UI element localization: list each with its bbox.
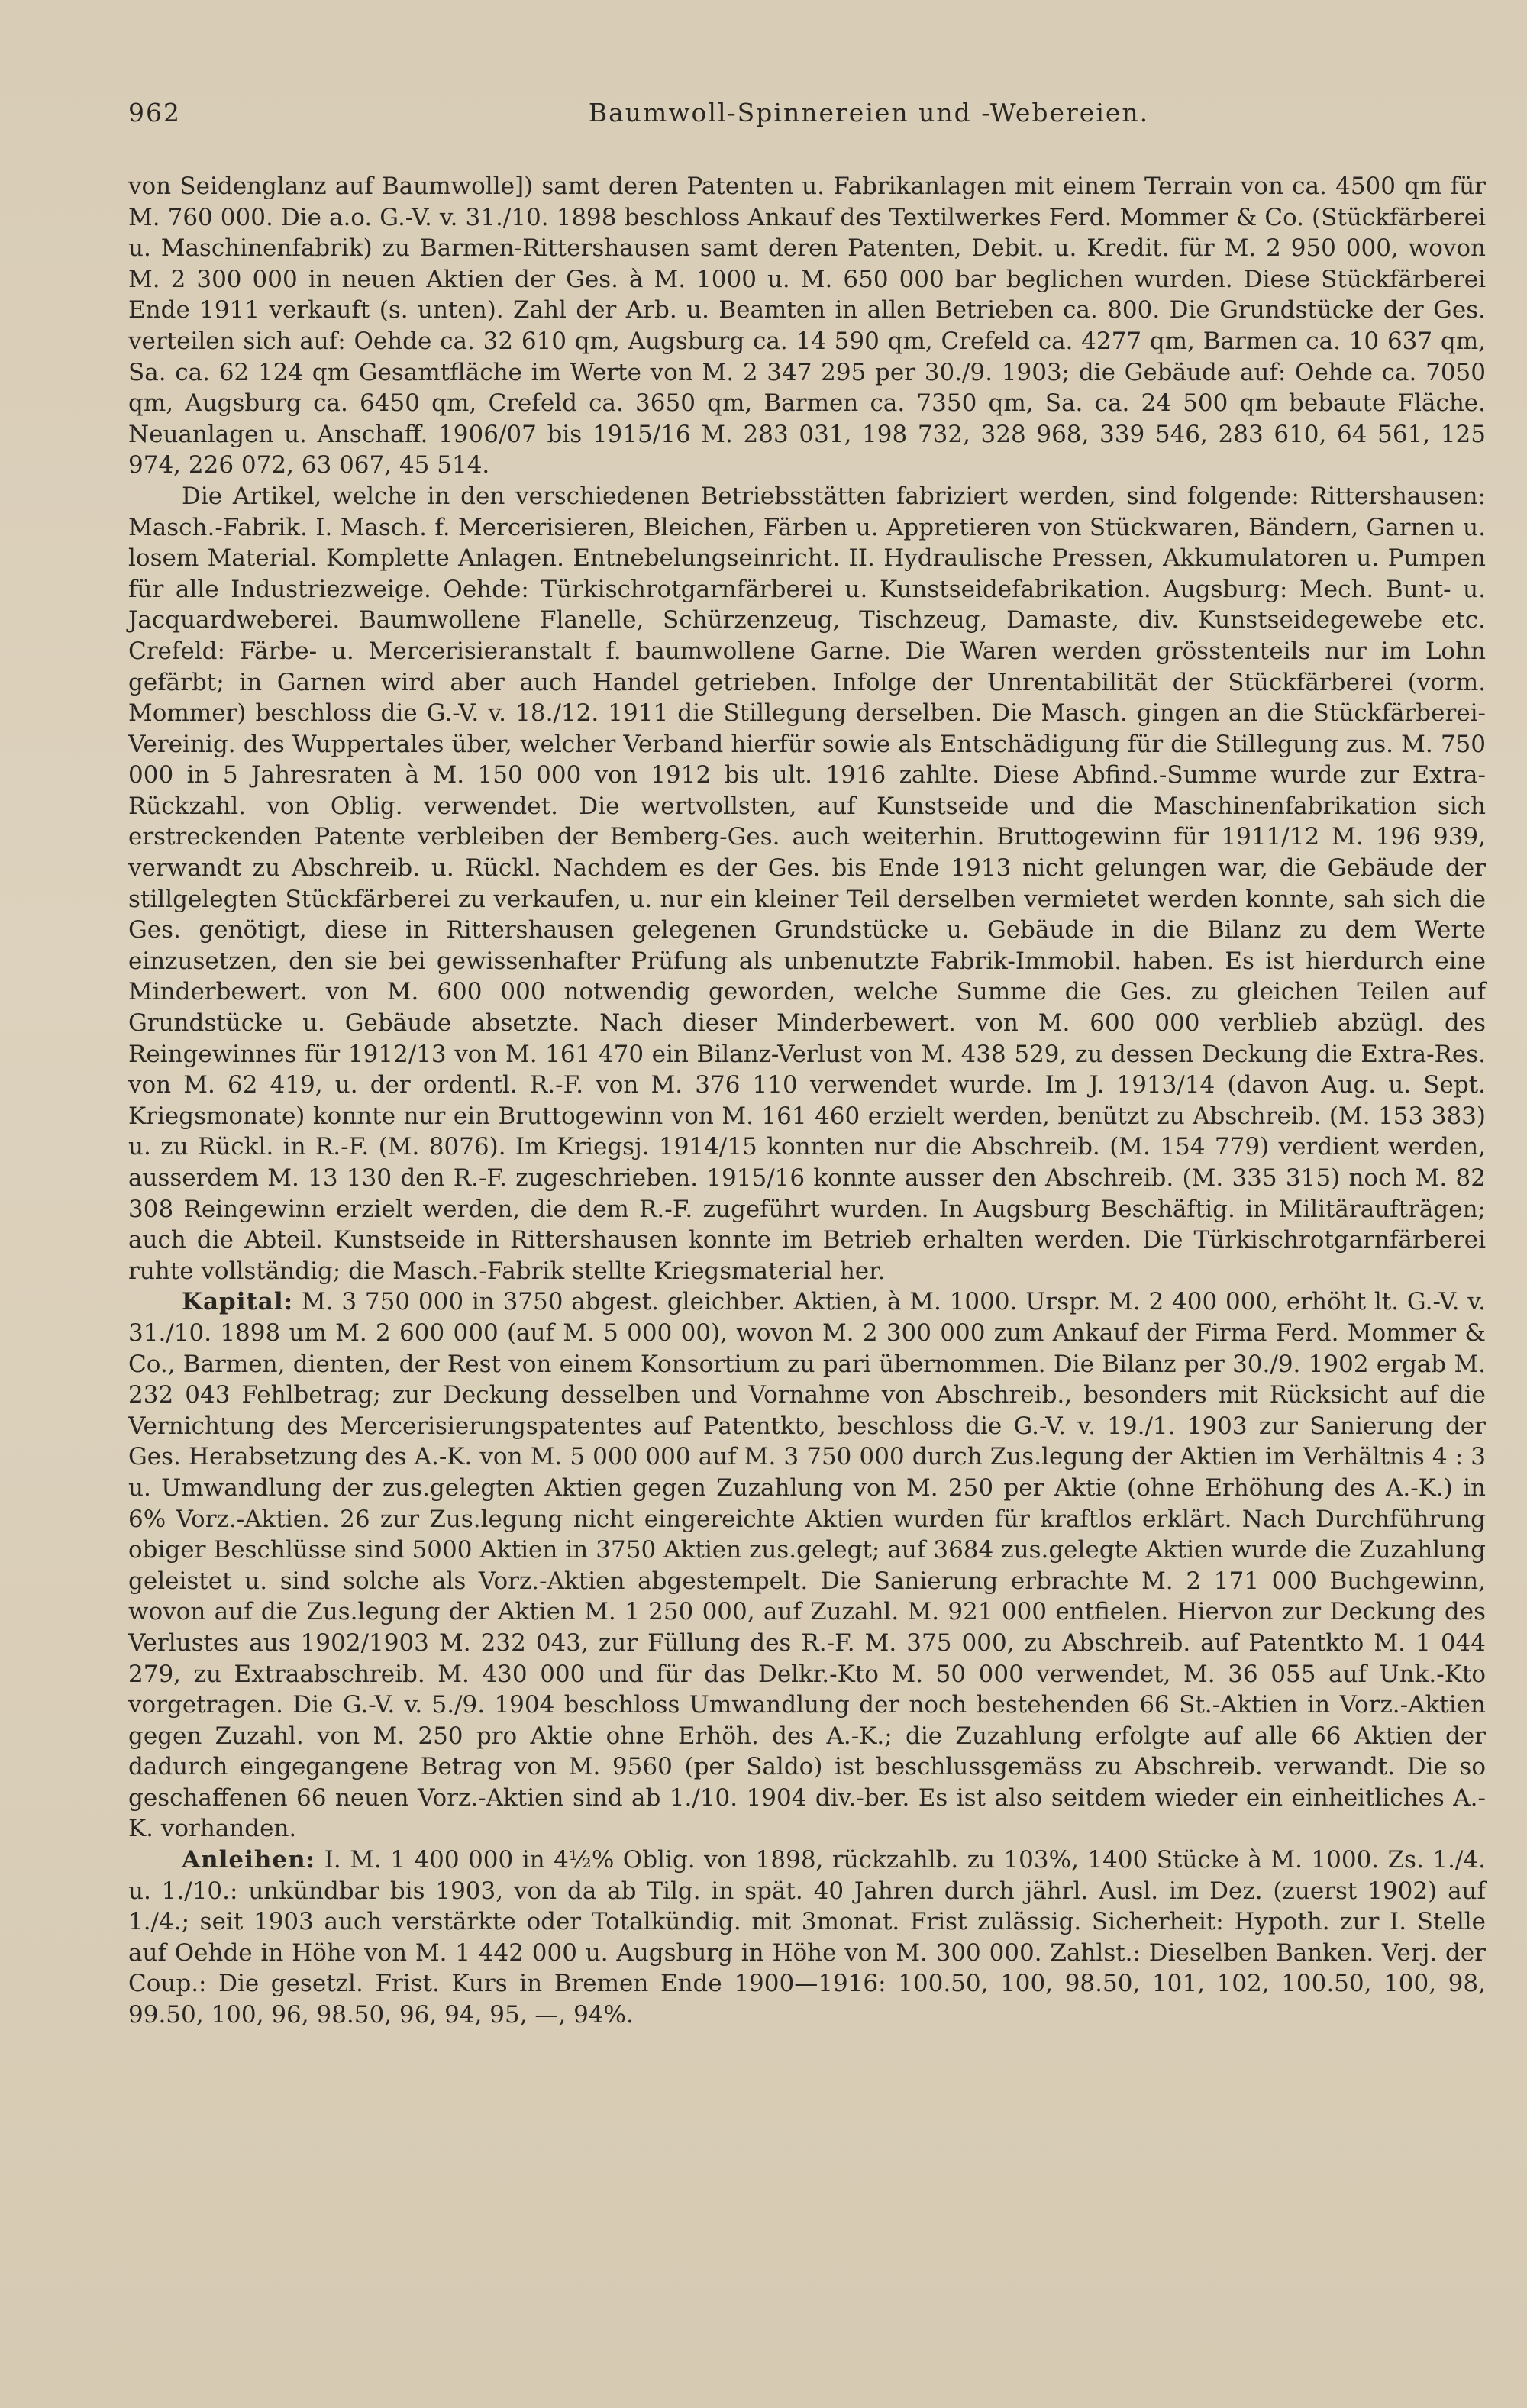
paragraph-anleihen [128,1845,1486,2031]
running-title: Baumwoll-Spinnereien und -Webereien. [588,98,1150,128]
section-label-kapital: Kapital: [182,1288,294,1316]
paragraph-articles [128,481,1486,1286]
page-number: 962 [128,98,181,128]
paragraph-text: M. 3 750 000 in 3750 abgest. gleichber. Aktien, à M. 1000. Urspr. M. 2 400 000, erhöht lt. G.-V. v. 31./10. 1898 um M. 2 600 000 (auf M. 5 000 00), wovon M. 2 300 000 zum Ankauf der Firma Ferd. Mommer & Co., Barmen, dienten, der Rest von einem Konsortium zu pari übernommen. Die Bilanz per 30./9. 1902 ergab M. 232 043 Fehlbetrag; zur Deckung desselben und Vornahme von Abschreib., besonders mit Rücksicht auf die Vernichtung des Mercerisierungspatentes auf Patentkto, beschloss die G.-V. v. 19./1. 1903 zur Sanierung der Ges. Herabsetzung des A.-K. von M. 5 000 000 auf M. 3 750 000 durch Zus.legung der Aktien im Verhältnis 4 : 3 u. Umwandlung der zus.gelegten Aktien gegen Zuzahlung von M. 250 per Aktie (ohne Erhöhung des A.-K.) in 6% Vorz.-Aktien. 26 zur Zus.legung nicht eingereichte Aktien wurden für kraftlos erklärt. Nach Durchführung obiger Beschlüsse sind 5000 Aktien in 3750 Aktien zus.gelegt; auf 3684 zus.gelegte Aktien wurde die Zuzahlung geleistet u. sind solche als Vorz.-Aktien abgestempelt. Die Sanierung erbrachte M. 2 171 000 Buchgewinn, wovon auf die Zus.legung der Aktien M. 1 250 000, auf Zuzahl. M. 921 000 entfielen. Hiervon zur Deckung des Verlustes aus 1902/1903 M. 232 043, zur Füllung des R.-F. M. 375 000, zu Abschreib. auf Patentkto M. 1 044 279, zu Extraabschreib. M. 430 000 und für das Delkr.-Kto M. 50 000 verwendet, M. 36 055 auf Unk.-Kto vorgetragen. Die G.-V. v. 5./9. 1904 beschloss Umwandlung der noch bestehenden 66 St.-Aktien in Vorz.-Aktien gegen Zuzahl. von M. 250 pro Aktie ohne Erhöh. des A.-K.; die Zuzahlung erfolgte auf alle 66 Aktien der dadurch eingegangene Betrag von M. 9560 (per Saldo) ist beschlussgemäss zu Abschreib. verwandt. Die so geschaffenen 66 neuen Vorz.-Aktien sind ab 1./10. 1904 div.-ber. Es ist also seitdem wieder ein einheitliches A.-K. vorhanden. [128,1288,1486,1843]
paragraph-site-description [128,171,1486,481]
body-text [128,171,1486,2031]
page-header [128,98,1426,144]
section-label-anleihen: Anleihen: [182,1846,316,1874]
paragraph-kapital [128,1286,1486,1845]
paragraph-text: von Seidenglanz auf Baumwolle]) samt deren Patenten u. Fabrikanlagen mit einem Terrain von ca. 4500 qm für M. 760 000. Die a.o. G.-V. v. 31./10. 1898 beschloss Ankauf des Textilwerkes Ferd. Mommer & Co. (Stückfärberei u. Maschinenfabrik) zu Barmen-Rittershausen samt deren Patenten, Debit. u. Kredit. für M. 2 950 000, wovon M. 2 300 000 in neuen Aktien der Ges. à M. 1000 u. M. 650 000 bar beglichen wurden. Diese Stückfärberei Ende 1911 verkauft (s. unten). Zahl der Arb. u. Beamten in allen Betrieben ca. 800. Die Grundstücke der Ges. verteilen sich auf: Oehde ca. 32 610 qm, Augsburg ca. 14 590 qm, Crefeld ca. 4277 qm, Barmen ca. 10 637 qm, Sa. ca. 62 124 qm Gesamtfläche im Werte von M. 2 347 295 per 30./9. 1903; die Gebäude auf: Oehde ca. 7050 qm, Augsburg ca. 6450 qm, Crefeld ca. 3650 qm, Barmen ca. 7350 qm, Sa. ca. 24 500 qm bebaute Fläche. Neuanlagen u. Anschaff. 1906/07 bis 1915/16 M. 283 031, 198 732, 328 968, 339 546, 283 610, 64 561, 125 974, 226 072, 63 067, 45 514. [128,173,1486,479]
paragraph-text: Die Artikel, welche in den verschiedenen Betriebsstätten fabriziert werden, sind folgende: Rittershausen: Masch.-Fabrik. I. Masch. f. Mercerisieren, Bleichen, Färben u. Appretieren von Stückwaren, Bändern, Garnen u. losem Material. Komplette Anlagen. Entnebelungseinricht. II. Hydraulische Pressen, Akkumulatoren u. Pumpen für alle Industriezweige. Oehde: Türkischrotgarnfärberei u. Kunstseidefabrikation. Augsburg: Mech. Bunt- u. Jacquardweberei. Baumwollene Flanelle, Schürzenzeug, Tischzeug, Damaste, div. Kunstseidegewebe etc. Crefeld: Färbe- u. Mercerisieranstalt f. baumwollene Garne. Die Waren werden grösstenteils nur im Lohn gefärbt; in Garnen wird aber auch Handel getrieben. Infolge der Unrentabilität der Stückfärberei (vorm. Mommer) beschloss die G.-V. v. 18./12. 1911 die Stillegung derselben. Die Masch. gingen an die Stückfärberei-Vereinig. des Wuppertales über, welcher Verband hierfür sowie als Entschädigung für die Stillegung zus. M. 750 000 in 5 Jahresraten à M. 150 000 von 1912 bis ult. 1916 zahlte. Diese Abfind.-Summe wurde zur Extra-Rückzahl. von Oblig. verwendet. Die wertvollsten, auf Kunstseide und die Maschinenfabrikation sich erstreckenden Patente verbleiben der Bemberg-Ges. auch weiterhin. Bruttogewinn für 1911/12 M. 196 939, verwandt zu Abschreib. u. Rückl. Nachdem es der Ges. bis Ende 1913 nicht gelungen war, die Gebäude der stillgelegten Stückfärberei zu verkaufen, u. nur ein kleiner Teil derselben vermietet werden konnte, sah sich die Ges. genötigt, diese in Rittershausen gelegenen Grundstücke u. Gebäude in die Bilanz zu dem Werte einzusetzen, den sie bei gewissenhafter Prüfung als unbenutzte Fabrik-Immobil. haben. Es ist hierdurch eine Minderbewert. von M. 600 000 notwendig geworden, welche Summe die Ges. zu gleichen Teilen auf Grundstücke u. Gebäude absetzte. Nach dieser Minderbewert. von M. 600 000 verblieb abzügl. des Reingewinnes für 1912/13 von M. 161 470 ein Bilanz-Verlust von M. 438 529, zu dessen Deckung die Extra-Res. von M. 62 419, u. der ordentl. R.-F. von M. 376 110 verwendet wurde. Im J. 1913/14 (davon Aug. u. Sept. Kriegsmonate) konnte nur ein Bruttogewinn von M. 161 460 erzielt werden, benützt zu Abschreib. (M. 153 383) u. zu Rückl. in R.-F. (M. 8076). Im Kriegsj. 1914/15 konnten nur die Abschreib. (M. 154 779) verdient werden, ausserdem M. 13 130 den R.-F. zugeschrieben. 1915/16 konnte ausser den Abschreib. (M. 335 315) noch M. 82 308 Reingewinn erzielt werden, die dem R.-F. zugeführt wurden. In Augsburg Beschäftig. in Militäraufträgen; auch die Abteil. Kunstseide in Rittershausen konnte im Betrieb erhalten werden. Die Türkischrotgarnfärberei ruhte vollständig; die Masch.-Fabrik stellte Kriegsmaterial her. [128,482,1486,1285]
paragraph-text: I. M. 1 400 000 in 4½% Oblig. von 1898, rückzahlb. zu 103%, 1400 Stücke à M. 1000. Zs. 1./4. u. 1./10.: unkündbar bis 1903, von da ab Tilg. in spät. 40 Jahren durch jährl. Ausl. im Dez. (zuerst 1902) auf 1./4.; seit 1903 auch verstärkte oder Totalkündig. mit 3monat. Frist zulässig. Sicherheit: Hypoth. zur I. Stelle auf Oehde in Höhe von M. 1 442 000 u. Augsburg in Höhe von M. 300 000. Zahlst.: Dieselben Banken. Verj. der Coup.: Die gesetzl. Frist. Kurs in Bremen Ende 1900—1916: 100.50, 100, 98.50, 101, 102, 100.50, 100, 98, 99.50, 100, 96, 98.50, 96, 94, 95, —, 94%. [128,1846,1486,2029]
